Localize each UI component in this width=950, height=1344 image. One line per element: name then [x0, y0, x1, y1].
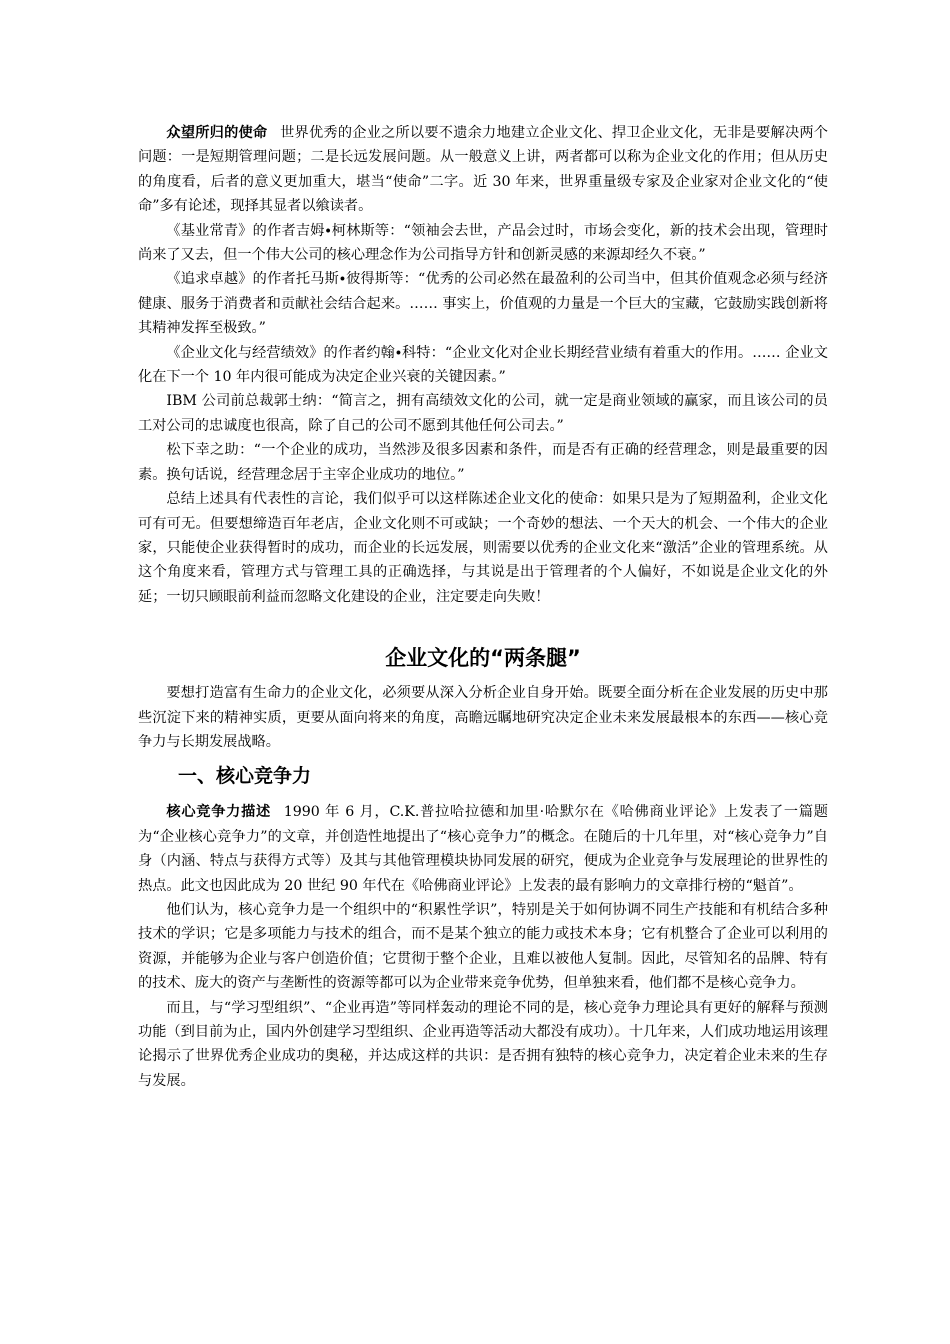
- document-body: [138, 121, 828, 1093]
- summary-paragraph: 总结上述具有代表性的言论，我们似乎可以这样陈述企业文化的使命：如果只是为了短期盈利，企业文化可有可无。但要想缔造百年老店，企业文化则不可或缺；一个奇妙的想法、一个天大的机会、一个伟大的企业家，只能使企业获得暂时的成功，而企业的长远发展，则需要以优秀的企业文化来“激活”企业的管理系统。从这个角度来看，管理方式与管理工具的正确选择，与其说是出于管理者的个人偏好，不如说是企业文化的外延；一切只顾眼前利益而忽略文化建设的企业，注定要走向失败！: [138, 491, 828, 605]
- section-heading: 一、核心竞争力: [178, 765, 312, 788]
- quote-paragraph: 《企业文化与经营绩效》的作者约翰∙科特：“企业文化对企业长期经营业绩有着重大的作用。…… 企业文化在下一个 10 年内很可能成为决定企业兴衰的关键因素。”: [138, 344, 828, 386]
- section-first-text: 1990 年 6 月，C.K.普拉哈拉德和加里·哈默尔在《哈佛商业评论》上发表了一篇题为“企业核心竞争力”的文章，并创造性地提出了“核心竞争力”的概念。在随后的十几年里，对“核心竞争力”自身（内涵、特点与获得方式等）及其与其他管理模块协同发展的研究，便成为企业竞争与发展理论的世界性的热点。此文也因此成为 20 世纪 90 年代在《哈佛商业评论》上发表的最有影响力的文章排行榜的“魁首”。: [138, 804, 828, 894]
- section-paragraph: 而且，与“学习型组织”、“企业再造”等同样轰动的理论不同的是，核心竞争力理论具有更好的解释与预测功能（到目前为止，国内外创建学习型组织、企业再造等活动大都没有成功）。十几年来，人们成功地运用该理论揭示了世界优秀企业成功的奥秘，并达成这样的共识：是否拥有独特的核心竞争力，决定着企业未来的生存与发展。: [138, 999, 828, 1089]
- chapter-title: 企业文化的“两条腿”: [385, 646, 581, 671]
- quote-paragraph: 《基业常青》的作者吉姆∙柯林斯等：“领袖会去世，产品会过时，市场会变化，新的技术会出现，管理时尚来了又去，但一个伟大公司的核心理念作为公司指导方针和创新灵感的来源却经久不衰。”: [138, 222, 828, 264]
- quote-paragraph: IBM 公司前总裁郭士纳：“简言之，拥有高绩效文化的公司，就一定是商业领域的赢家，而且该公司的员工对公司的忠诚度也很高，除了自己的公司不愿到其他任何公司去。”: [138, 393, 828, 434]
- section-paragraph: 他们认为，核心竞争力是一个组织中的“积累性学识”，特别是关于如何协调不同生产技能和有机结合多种技术的学识；它是多项能力与技术的组合，而不是某个独立的能力或技术本身；它有机整合了企业可以利用的资源，并能够为企业与客户创造价值；它贯彻于整个企业，且难以被他人复制。因此，尽管知名的品牌、特有的技术、庞大的资产与垄断性的资源等都可以为企业带来竞争优势，但单独来看，他们都不是核心竞争力。: [138, 901, 828, 992]
- intro-text: 世界优秀的企业之所以要不遗余力地建立企业文化、捍卫企业文化，无非是要解决两个问题：一是短期管理问题；二是长远发展问题。从一般意义上讲，两者都可以称为企业文化的作用；但从历史的角度看，后者的意义更加重大，堪当“使命”二字。近 30 年来，世界重量级专家及企业家对企业文化的“使命”多有论述，现择其显者以飨读者。: [138, 125, 828, 215]
- quote-paragraph: 《追求卓越》的作者托马斯∙彼得斯等：“优秀的公司必然在最盈利的公司当中，但其价值观念必须与经济健康、服务于消费者和贡献社会结合起来。…… 事实上，价值观的力量是一个巨大的宝藏，它鼓励实践创新将其精神发挥至极致。”: [138, 271, 828, 337]
- intro-lead-heading: 众望所归的使命: [166, 125, 268, 141]
- chapter-intro-paragraph: 要想打造富有生命力的企业文化，必须要从深入分析企业自身开始。既要全面分析在企业发展的历史中那些沉淀下来的精神实质，更要从面向将来的角度，高瞻远瞩地研究决定企业未来发展最根本的东西——核心竞争力与长期发展战略。: [138, 685, 828, 750]
- intro-paragraph: [138, 121, 828, 219]
- section-lead-heading: 核心竞争力描述: [166, 804, 271, 821]
- quote-paragraph: 松下幸之助：“一个企业的成功，当然涉及很多因素和条件，而是否有正确的经营理念，则是最重要的因素。换句话说，经营理念居于主宰企业成功的地位。”: [138, 442, 828, 483]
- section-first-paragraph: [138, 800, 828, 898]
